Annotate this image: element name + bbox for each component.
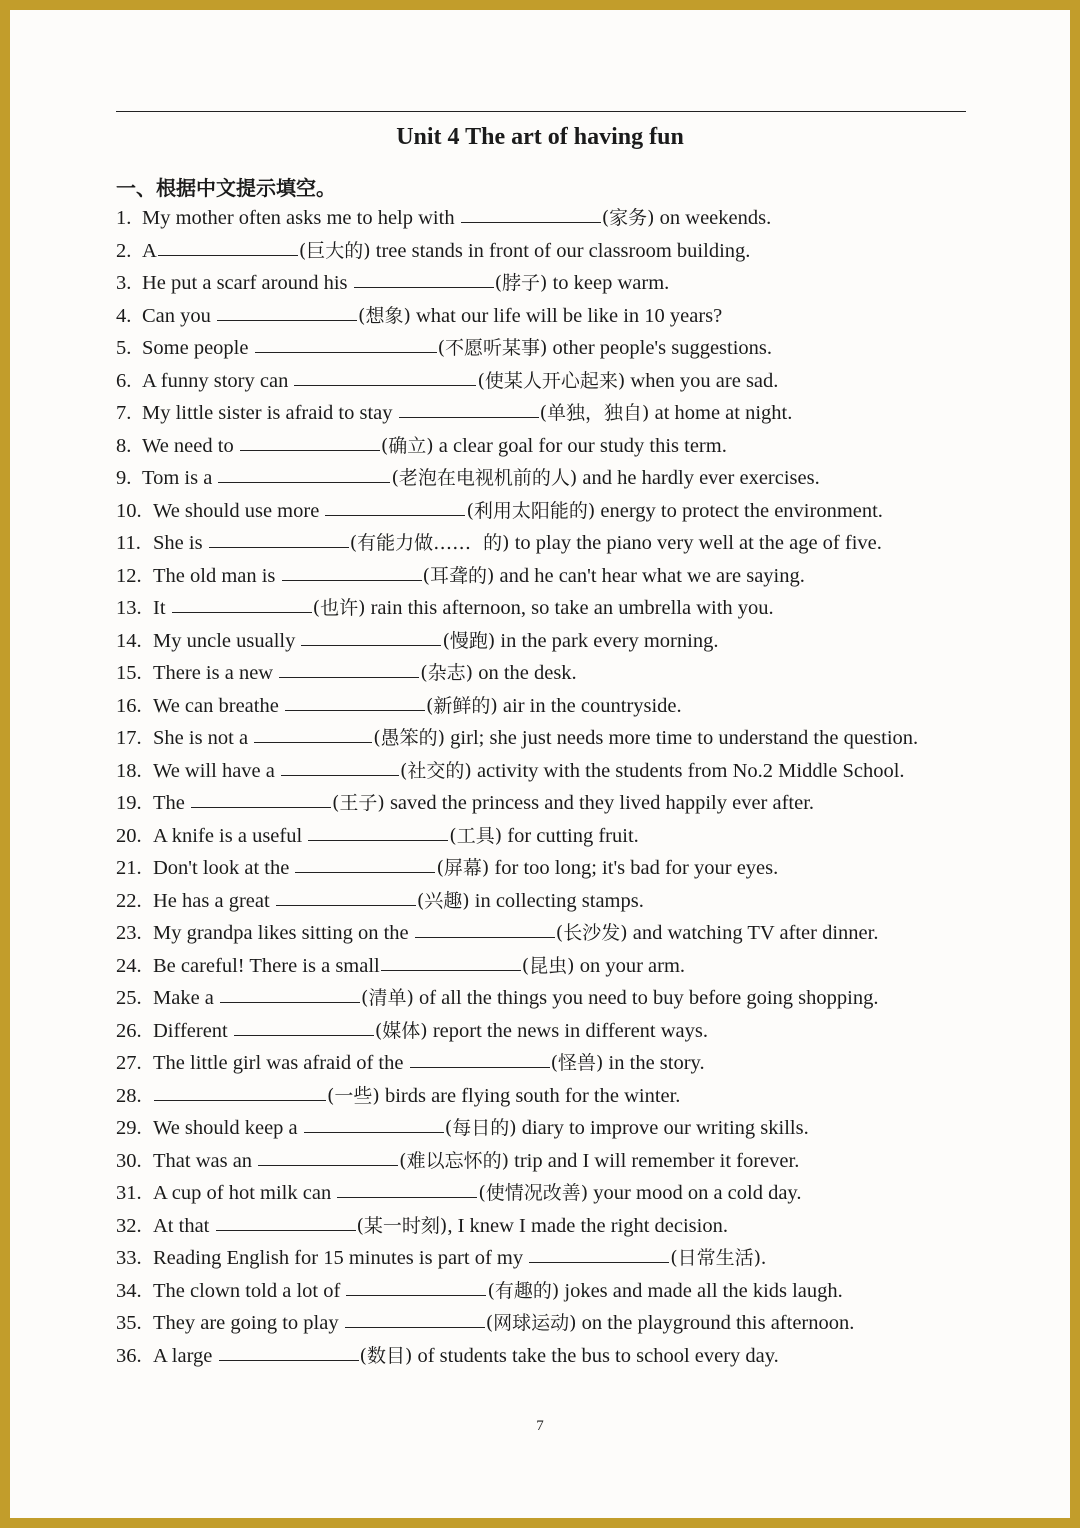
list-item [116, 625, 976, 658]
item-text-before: Some people [142, 337, 254, 359]
item-hint: (单独，独自) [539, 402, 650, 424]
answer-blank[interactable] [191, 787, 331, 808]
list-item [116, 267, 976, 300]
item-hint: (日常生活) [670, 1247, 762, 1269]
item-text-before: He put a scarf around his [142, 272, 353, 294]
item-number: 5. [116, 337, 132, 359]
page-title: Unit 4 The art of having fun [396, 124, 684, 150]
item-hint: (某一时刻) [356, 1214, 448, 1237]
item-hint: (愚笨的) [373, 727, 446, 749]
item-text-before: My uncle usually [153, 629, 301, 652]
list-item [116, 1177, 976, 1210]
item-text-before: Tom is a [142, 467, 218, 489]
item-hint: (难以忘怀的) [399, 1149, 509, 1172]
item-text-before: A cup of hot milk can [153, 1182, 337, 1204]
item-hint: (每日的) [444, 1117, 517, 1139]
item-text-after: on the desk. [473, 662, 577, 684]
item-text-before: She is [153, 532, 208, 554]
list-item [116, 722, 976, 755]
list-item [116, 495, 976, 528]
item-text-after: air in the countryside. [497, 694, 682, 717]
item-number: 7. [116, 402, 132, 424]
item-number: 26. [116, 1019, 142, 1042]
item-number: 28. [116, 1084, 142, 1107]
item-text-before: A [142, 239, 157, 262]
item-number: 13. [116, 597, 142, 619]
list-item [116, 1015, 976, 1048]
item-number: 35. [116, 1312, 142, 1334]
answer-blank[interactable] [255, 332, 437, 353]
worksheet-page [10, 10, 1070, 1518]
item-hint: (确立) [380, 434, 434, 457]
item-text-before: At that [153, 1214, 215, 1237]
item-text-after: activity with the students from No.2 Middle School. [471, 759, 905, 782]
question-list [116, 202, 976, 1372]
item-text-after: for too long; it's bad for your eyes. [489, 857, 779, 879]
list-item [116, 1145, 976, 1178]
item-text-after: and he hardly ever exercises. [577, 467, 820, 489]
list-item [116, 787, 976, 820]
answer-blank[interactable] [461, 202, 601, 223]
answer-blank[interactable] [282, 560, 422, 581]
item-text-after: tree stands in front of our classroom building. [370, 239, 751, 262]
list-item [116, 950, 976, 983]
item-text-before: The little girl was afraid of the [153, 1052, 409, 1074]
list-item [116, 755, 976, 788]
item-text-after: saved the princess and they lived happily ever after. [384, 792, 815, 814]
item-text-before: Make a [153, 987, 220, 1009]
item-text-before: There is a new [153, 662, 279, 684]
list-item [116, 332, 976, 365]
list-item [116, 365, 976, 398]
item-hint: (网球运动) [485, 1312, 577, 1334]
item-text-after: when you are sad. [625, 369, 779, 392]
answer-blank[interactable] [304, 1112, 444, 1133]
item-text-before: The old man is [153, 564, 281, 587]
list-item [116, 1210, 976, 1243]
item-text-before: We can breathe [153, 694, 284, 717]
list-item [116, 1275, 976, 1308]
item-hint: (老泡在电视机前的人) [391, 467, 578, 489]
item-text-after: a clear goal for our study this term. [433, 434, 727, 457]
answer-blank[interactable] [337, 1177, 477, 1198]
item-text-before: He has a great [153, 889, 275, 912]
item-number: 8. [116, 434, 132, 457]
item-text-before: We should use more [153, 499, 325, 522]
list-item [116, 592, 976, 625]
list-item [116, 917, 976, 950]
item-hint: (工具) [449, 824, 503, 847]
item-number: 25. [116, 987, 142, 1009]
item-hint: (不愿听某事) [437, 337, 548, 359]
answer-blank[interactable] [258, 1145, 398, 1166]
item-number: 32. [116, 1214, 142, 1237]
answer-blank[interactable] [276, 885, 416, 906]
answer-blank[interactable] [285, 690, 425, 711]
item-number: 9. [116, 467, 132, 489]
item-text-before: They are going to play [153, 1312, 344, 1334]
item-number: 29. [116, 1117, 142, 1139]
list-item [116, 885, 976, 918]
answer-blank[interactable] [216, 1210, 356, 1231]
item-text-after: report the news in different ways. [427, 1019, 708, 1042]
item-text-before: The [153, 792, 190, 814]
item-text-after: at home at night. [649, 402, 793, 424]
item-number: 24. [116, 954, 142, 977]
item-text-after: of all the things you need to buy before going shopping. [413, 987, 879, 1009]
list-item [116, 527, 976, 560]
list-item [116, 235, 976, 268]
item-hint: (利用太阳能的) [466, 499, 596, 522]
item-number: 12. [116, 564, 142, 587]
item-number: 6. [116, 369, 132, 392]
header-rule [116, 111, 966, 112]
item-text-after: and watching TV after dinner. [627, 922, 879, 944]
item-text-after: other people's suggestions. [547, 337, 773, 359]
item-hint: (巨大的) [298, 239, 371, 262]
item-text-after: energy to protect the environment. [595, 499, 883, 522]
answer-blank[interactable] [217, 300, 357, 321]
item-hint: (怪兽) [550, 1052, 604, 1074]
answer-blank[interactable] [529, 1242, 669, 1263]
item-number: 20. [116, 824, 142, 847]
item-text-after: to keep warm. [547, 272, 670, 294]
item-text-after: for cutting fruit. [502, 824, 639, 847]
answer-blank[interactable] [172, 592, 312, 613]
answer-blank[interactable] [154, 1080, 326, 1101]
item-number: 30. [116, 1149, 142, 1172]
item-hint: (昆虫) [521, 954, 575, 977]
answer-blank[interactable] [308, 820, 448, 841]
item-hint: (脖子) [494, 272, 548, 294]
item-text-after: in the park every morning. [495, 629, 719, 652]
item-text-after: trip and I will remember it forever. [509, 1149, 800, 1172]
list-item [116, 560, 976, 593]
item-number: 19. [116, 792, 142, 814]
item-text-after: birds are flying south for the winter. [379, 1084, 681, 1107]
item-hint: (慢跑) [442, 629, 496, 652]
answer-blank[interactable] [254, 722, 372, 743]
item-text-after: diary to improve our writing skills. [516, 1117, 809, 1139]
item-number: 14. [116, 629, 142, 652]
list-item [116, 982, 976, 1015]
list-item [116, 1112, 976, 1145]
item-text-before: Be careful! There is a small [153, 954, 380, 977]
list-item [116, 430, 976, 463]
item-number: 22. [116, 889, 142, 912]
item-text-after: on your arm. [574, 954, 686, 977]
list-item [116, 1340, 976, 1373]
answer-blank[interactable] [294, 365, 476, 386]
item-number: 36. [116, 1344, 142, 1367]
item-hint: (清单) [361, 987, 414, 1009]
item-text-after: . [761, 1247, 767, 1269]
item-text-before: We will have a [153, 759, 280, 782]
item-number: 27. [116, 1052, 142, 1074]
list-item [116, 397, 976, 430]
item-text-before: My grandpa likes sitting on the [153, 922, 414, 944]
item-text-after: girl; she just needs more time to understand the question. [445, 727, 919, 749]
item-text-after: to play the piano very well at the age of five. [509, 532, 882, 554]
list-item [116, 1080, 976, 1113]
item-hint: (使某人开心起来) [477, 369, 626, 392]
item-hint: (杂志) [420, 662, 474, 684]
list-item [116, 462, 976, 495]
answer-blank[interactable] [209, 527, 349, 548]
item-hint: (媒体) [374, 1019, 428, 1042]
item-text-before: A large [153, 1344, 218, 1367]
item-text-after: what our life will be like in 10 years? [410, 304, 723, 327]
list-item [116, 820, 976, 853]
list-item [116, 852, 976, 885]
item-number: 17. [116, 727, 142, 749]
item-hint: (也许) [312, 597, 366, 619]
item-text-after: on weekends. [654, 207, 772, 229]
item-hint: (家务) [601, 207, 655, 229]
item-text-before: We should keep a [153, 1117, 303, 1139]
item-number: 15. [116, 662, 142, 684]
item-hint: (想象) [358, 304, 411, 327]
answer-blank[interactable] [399, 397, 539, 418]
item-number: 23. [116, 922, 142, 944]
list-item [116, 1047, 976, 1080]
item-text-after: in collecting stamps. [469, 889, 644, 912]
item-text-before: That was an [153, 1149, 258, 1172]
item-text-before: Different [153, 1019, 233, 1042]
item-number: 10. [116, 499, 142, 522]
item-number: 4. [116, 304, 132, 327]
item-number: 33. [116, 1247, 142, 1269]
answer-blank[interactable] [218, 462, 390, 483]
item-hint: (屏幕) [436, 857, 490, 879]
item-number: 21. [116, 857, 142, 879]
item-number: 11. [116, 532, 141, 554]
item-text-before: A knife is a useful [153, 824, 308, 847]
answer-blank[interactable] [234, 1015, 374, 1036]
item-text-before: My mother often asks me to help with [142, 207, 460, 229]
item-text-after: rain this afternoon, so take an umbrella with you. [365, 597, 774, 619]
item-text-after: jokes and made all the kids laugh. [559, 1279, 843, 1302]
list-item [116, 1307, 976, 1340]
item-hint: (有能力做…… 的) [349, 532, 510, 554]
item-number: 16. [116, 694, 142, 717]
item-number: 18. [116, 759, 142, 782]
item-number: 3. [116, 272, 132, 294]
answer-blank[interactable] [219, 1340, 359, 1361]
answer-blank[interactable] [301, 625, 441, 646]
item-text-before: The clown told a lot of [153, 1279, 346, 1302]
item-hint: (有趣的) [487, 1279, 560, 1302]
answer-blank[interactable] [158, 235, 298, 256]
item-text-before: Don't look at the [153, 857, 295, 879]
answer-blank[interactable] [346, 1275, 486, 1296]
answer-blank[interactable] [279, 657, 419, 678]
item-text-after: , I knew I made the right decision. [447, 1214, 728, 1237]
item-hint: (长沙发) [555, 922, 628, 944]
item-hint: (一些) [327, 1084, 380, 1107]
item-text-after: of students take the bus to school every day. [412, 1344, 779, 1367]
item-number: 2. [116, 239, 132, 262]
answer-blank[interactable] [295, 852, 435, 873]
list-item [116, 690, 976, 723]
item-text-before: Reading English for 15 minutes is part of my [153, 1247, 529, 1269]
item-number: 31. [116, 1182, 142, 1204]
answer-blank[interactable] [410, 1047, 550, 1068]
section-heading: 一、根据中文提示填空。 [116, 176, 336, 200]
answer-blank[interactable] [354, 267, 494, 288]
item-number: 34. [116, 1279, 142, 1302]
item-text-before: Can you [142, 304, 217, 327]
answer-blank[interactable] [415, 917, 555, 938]
item-hint: (数目) [359, 1344, 413, 1367]
answer-blank[interactable] [325, 495, 465, 516]
answer-blank[interactable] [220, 982, 360, 1003]
item-text-before: It [153, 597, 171, 619]
item-text-before: She is not a [153, 727, 254, 749]
item-text-before: My little sister is afraid to stay [142, 402, 398, 424]
item-text-before: A funny story can [142, 369, 294, 392]
answer-blank[interactable] [381, 950, 521, 971]
item-hint: (耳聋的) [422, 564, 495, 587]
item-hint: (兴趣) [416, 889, 470, 912]
item-text-after: in the story. [603, 1052, 705, 1074]
item-number: 1. [116, 207, 132, 229]
list-item [116, 1242, 976, 1275]
item-text-before: We need to [142, 434, 239, 457]
item-text-after: and he can't hear what we are saying. [494, 564, 805, 587]
answer-blank[interactable] [240, 430, 380, 451]
item-hint: (社交的) [400, 759, 472, 782]
list-item [116, 300, 976, 333]
list-item [116, 202, 976, 235]
item-hint: (新鲜的) [425, 694, 498, 717]
item-text-after: on the playground this afternoon. [576, 1312, 855, 1334]
item-text-after: your mood on a cold day. [588, 1182, 802, 1204]
answer-blank[interactable] [345, 1307, 485, 1328]
page-number: 7 [536, 1418, 544, 1434]
item-hint: (使情况改善) [478, 1182, 589, 1204]
answer-blank[interactable] [281, 755, 399, 776]
list-item [116, 657, 976, 690]
item-hint: (王子) [332, 792, 385, 814]
